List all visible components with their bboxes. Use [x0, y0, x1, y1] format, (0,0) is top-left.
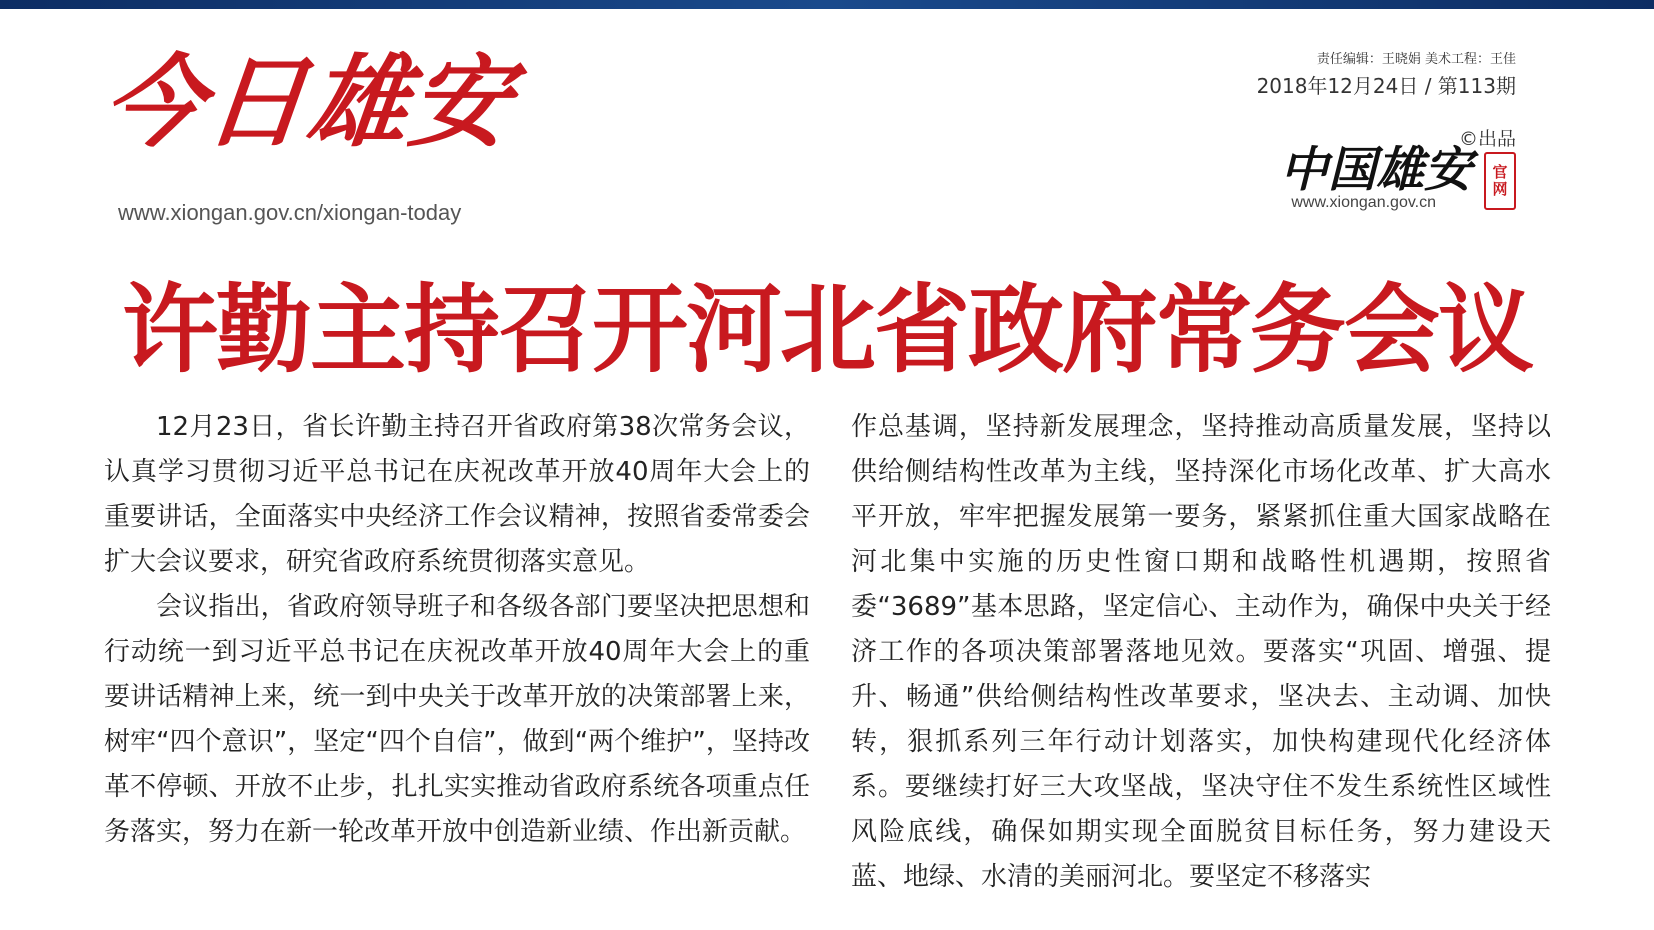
article-paragraph: 12月23日，省长许勤主持召开省政府第38次常务会议，认真学习贯彻习近平总书记在庆祝改革开放40周年大会上的重要讲话，全面落实中央经济工作会议精神，按照省委常委会扩大会议要求，研究省政府系统贯彻落实意见。 [104, 412, 810, 577]
article-column-left [104, 405, 810, 930]
masthead-logo-title: 今日雄安 [97, 43, 519, 161]
official-seal-icon [1484, 152, 1516, 210]
masthead-url[interactable]: www.xiongan.gov.cn/xiongan-today [118, 200, 462, 225]
article-paragraph: 作总基调，坚持新发展理念，坚持推动高质量发展，坚持以供给侧结构性改革为主线，坚持深化市场化改革、扩大高水平开放，牢牢把握发展第一要务，紧紧抓住重大国家战略在河北集中实施的历史性窗口期和战略性机遇期，按照省委“3689”基本思路，坚定信心、主动作为，确保中央关于经济工作的各项决策部署落地见效。要落实“巩固、增强、提升、畅通”供给侧结构性改革要求，坚决去、主动调、加快转，狠抓系列三年行动计划落实，加快构建现代化经济体系。要继续打好三大攻坚战，坚决守住不发生系统性区域性风险底线，确保如期实现全面脱贫目标任务，努力建设天蓝、地绿、水清的美丽河北。要坚定不移落实 [851, 412, 1551, 892]
article-column-right [851, 405, 1551, 930]
article-paragraph: 会议指出，省政府领导班子和各级各部门要坚决把思想和行动统一到习近平总书记在庆祝改革开放40周年大会上的重要讲话精神上来，统一到中央关于改革开放的决策部署上来，树牢“四个意识”，坚定“四个自信”，做到“两个维护”，坚持改革不停顿、开放不止步，扎扎实实推动省政府系统各项重点任务落实，努力在新一轮改革开放中创造新业绩、作出新贡献。 [104, 592, 810, 847]
producer-label: ©出品 [1458, 128, 1516, 150]
producer-url[interactable]: www.xiongan.gov.cn [1291, 194, 1436, 211]
seal-bottom-char: 网 [1492, 180, 1508, 198]
editor-credits: 责任编辑：王晓娟 美术工程：王佳 [1316, 52, 1516, 67]
top-banner-bar [0, 0, 1654, 9]
article-headline: 许勤主持召开河北省政府常务会议 [122, 273, 1532, 386]
issue-date: 2018年12月24日 / 第113期 [1256, 74, 1516, 98]
seal-top-char: 官 [1492, 162, 1508, 181]
producer-logo: 中国雄安 [1279, 142, 1472, 198]
